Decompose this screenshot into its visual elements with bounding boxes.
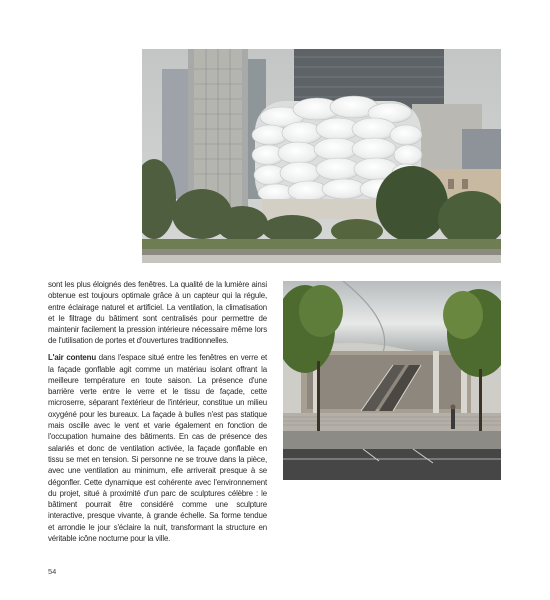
- photo-inflatable-building: [142, 49, 501, 263]
- page-number: 54: [48, 567, 57, 576]
- entrance-scene-illustration: [283, 281, 501, 480]
- paragraph-lead: L'air contenu: [48, 353, 96, 363]
- body-text-column: [48, 279, 267, 544]
- body-paragraph-1: sont les plus éloignés des fenêtres. La qualité de la lumière ainsi obtenue est toujours optimale grâce à un capteur qui la régule, entre éclairage naturel et artificiel. La ventilation, la climatisation et le filtrage du bâtiment sont centralisés pour permettre de maintenir facilement la pression intérieure nécessaire même lors de l'utilisation de portes et d'ouvertures traditionnelles.: [48, 280, 267, 346]
- photo-building-entrance: [283, 281, 501, 480]
- body-paragraph-2: [48, 352, 267, 544]
- city-scene-illustration: [142, 49, 501, 263]
- paragraph-2-text: dans l'espace situé entre les fenêtres en verre et la façade gonflable agit comme un matériau isolant offrant la meilleure température en toute saison. La présence d'une barrière verte entre le verre et le tissu de façade, cette microserre, séparant l'extérieur de l'intérieur, constitue un milieu oxygéné pour les bureaux. La façade à bulles n'est pas statique mais oscille avec le vent et varie également en fonction de l'occupation humaine des bâtiments. En cas de présence des salariés et donc de ventilation activée, la façade gonflable en tissu se met en tension. Si personne ne se trouve dans la pièce, avec une ventilation au minimum, elle arriverait presque à se dégonfler. Cette dynamique est cohérente avec l'environnement du projet, situé à proximité d'un parc de sculptures célèbre : le bâtiment pourrait être considéré comme une sculpture interactive, presque vivante, à grande échelle. Sa forme tendue et arrondie le jour s'éclaire la nuit, transformant la structure en véritable icône nocturne pour la ville.: [48, 353, 267, 544]
